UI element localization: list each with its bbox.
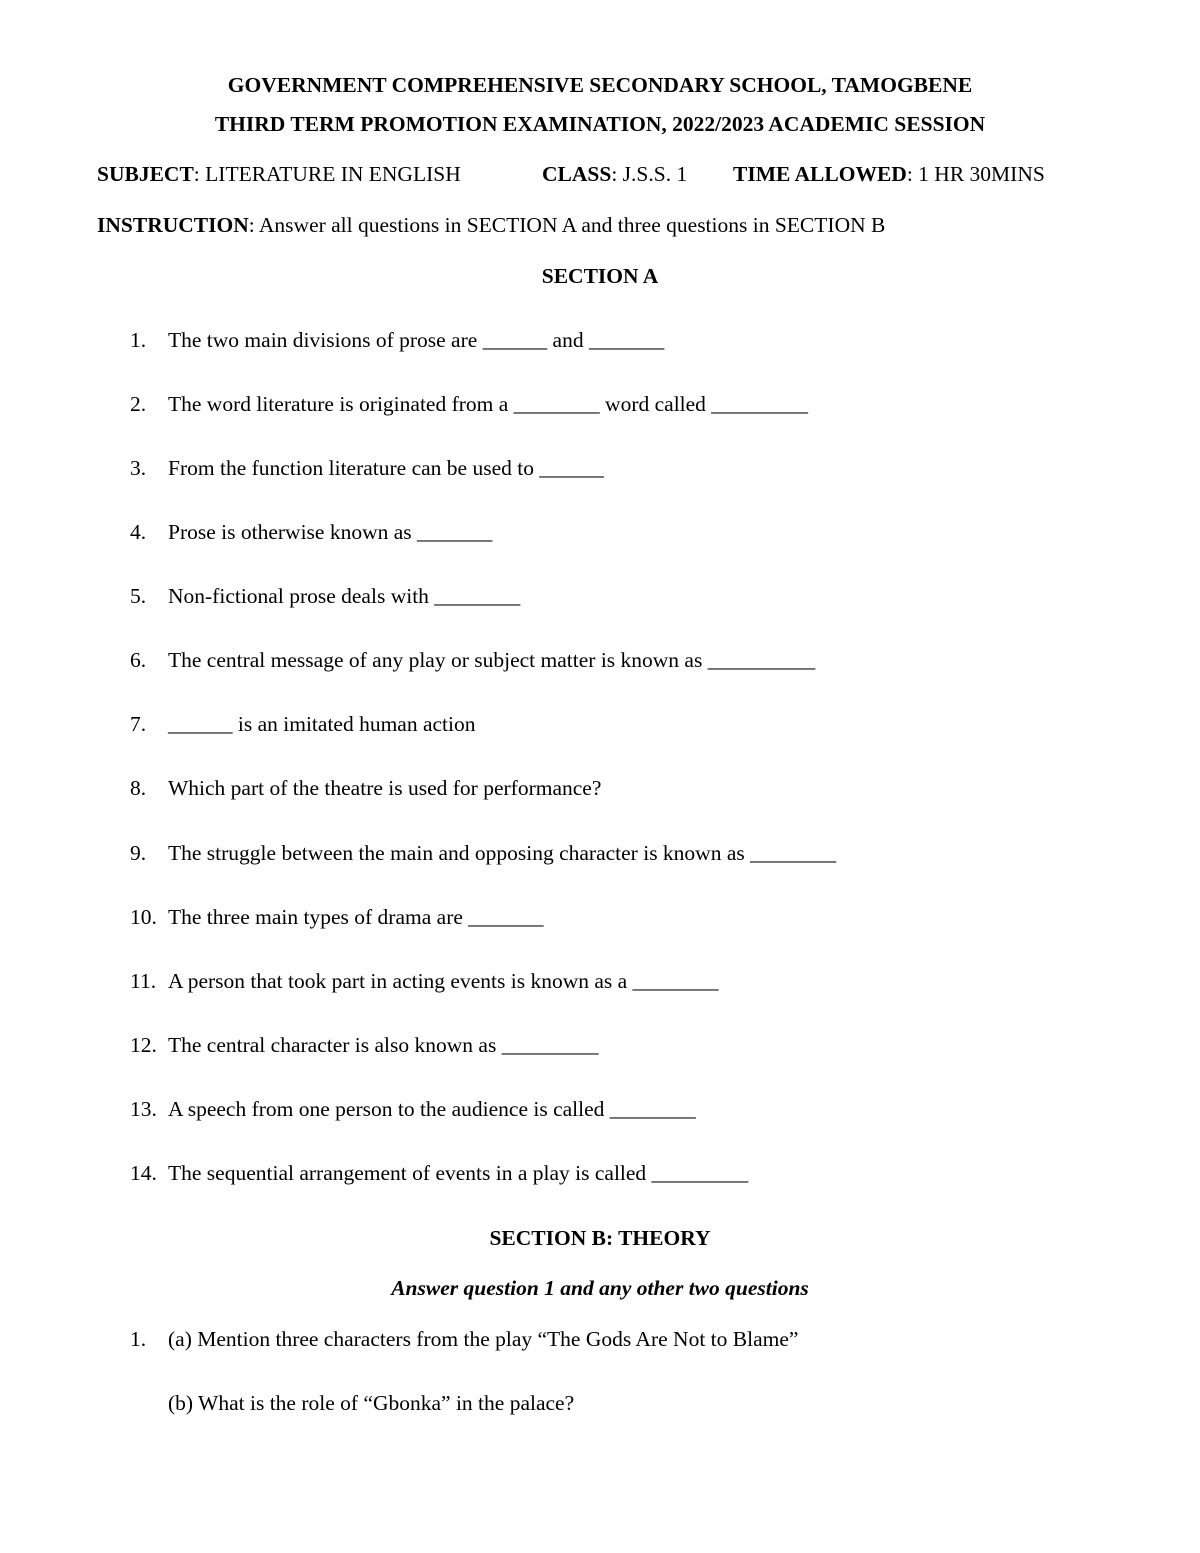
- question-number: 10.: [130, 905, 157, 929]
- time-value: : 1 HR 30MINS: [906, 162, 1045, 186]
- question-number: 12.: [130, 1033, 157, 1057]
- question-number: 5.: [130, 584, 147, 608]
- question-text: The struggle between the main and opposing character is known as ________: [168, 841, 837, 865]
- subject-value: : LITERATURE IN ENGLISH: [193, 162, 461, 186]
- subject-label: SUBJECT: [97, 162, 194, 186]
- instruction-line: [97, 215, 885, 237]
- question-number: 9.: [130, 841, 147, 865]
- question-number: 3.: [130, 456, 147, 480]
- question-number: 6.: [130, 648, 147, 672]
- question-text: A person that took part in acting events is known as a ________: [168, 969, 719, 993]
- question-part-b: (b) What is the role of “Gbonka” in the palace?: [168, 1391, 575, 1415]
- question-text: The sequential arrangement of events in a play is called _________: [168, 1161, 749, 1185]
- question-text: Which part of the theatre is used for performance?: [168, 776, 602, 800]
- class-value: : J.S.S. 1: [611, 162, 688, 186]
- class-label: CLASS: [542, 162, 612, 186]
- question-number: 1.: [130, 1327, 147, 1351]
- question-text: Prose is otherwise known as _______: [168, 520, 493, 544]
- question-text: The word literature is originated from a ________ word called _________: [168, 392, 809, 416]
- question-number: 11.: [130, 969, 157, 993]
- question-text: The three main types of drama are _______: [168, 905, 544, 929]
- exam-title: THIRD TERM PROMOTION EXAMINATION, 2022/2023 ACADEMIC SESSION: [214, 112, 986, 136]
- question-part-a: (a) Mention three characters from the play “The Gods Are Not to Blame”: [168, 1327, 799, 1351]
- question-number: 4.: [130, 520, 147, 544]
- section-b-subtitle: Answer question 1 and any other two questions: [391, 1276, 809, 1300]
- question-text: The central character is also known as _________: [168, 1033, 599, 1057]
- question-text: From the function literature can be used to ______: [168, 456, 604, 480]
- question-number: 8.: [130, 776, 147, 800]
- question-text: The two main divisions of prose are ______ and _______: [168, 328, 665, 352]
- question-text: Non-fictional prose deals with ________: [168, 584, 521, 608]
- instruction-label: INSTRUCTION: [97, 213, 249, 237]
- question-text: ______ is an imitated human action: [168, 712, 476, 736]
- subject-line: [97, 164, 461, 186]
- instruction-value: : Answer all questions in SECTION A and three questions in SECTION B: [248, 213, 886, 237]
- question-text: A speech from one person to the audience is called ________: [168, 1097, 696, 1121]
- section-a-title: SECTION A: [541, 264, 659, 288]
- question-number: 14.: [130, 1161, 157, 1185]
- school-name: GOVERNMENT COMPREHENSIVE SECONDARY SCHOOL, TAMOGBENE: [227, 73, 973, 97]
- question-number: 13.: [130, 1097, 157, 1121]
- time-line: [733, 164, 1045, 186]
- time-label: TIME ALLOWED: [733, 162, 907, 186]
- question-number: 7.: [130, 712, 147, 736]
- question-number: 1.: [130, 328, 147, 352]
- class-line: [542, 164, 687, 186]
- question-number: 2.: [130, 392, 147, 416]
- section-b-title: SECTION B: THEORY: [489, 1226, 711, 1250]
- question-text: The central message of any play or subject matter is known as __________: [168, 648, 816, 672]
